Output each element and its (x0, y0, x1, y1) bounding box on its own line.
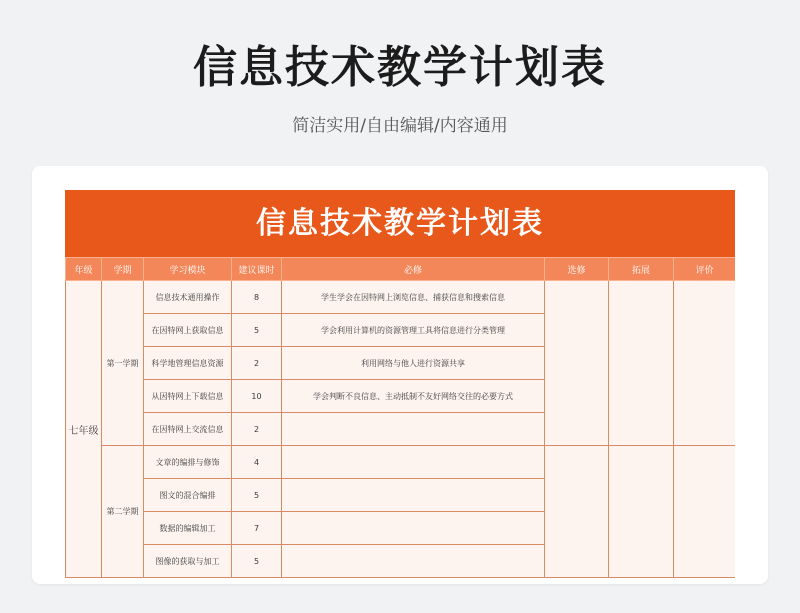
required-cell[interactable]: 学会利用计算机的资源管理工具将信息进行分类管理 (282, 314, 545, 347)
elective-cell[interactable] (545, 446, 609, 578)
sheet-banner-title: 信息技术教学计划表 (65, 190, 735, 257)
table-header-row (66, 258, 736, 281)
hours-cell[interactable]: 5 (232, 479, 282, 512)
hours-cell[interactable]: 10 (232, 380, 282, 413)
evaluation-cell[interactable] (674, 446, 736, 578)
evaluation-cell[interactable] (674, 281, 736, 446)
term-cell[interactable]: 第二学期 (102, 446, 144, 578)
module-cell[interactable]: 文章的编排与修饰 (144, 446, 232, 479)
header-term: 学期 (102, 258, 144, 281)
header-module: 学习模块 (144, 258, 232, 281)
plan-table (65, 257, 735, 578)
module-cell[interactable]: 科学地管理信息资源 (144, 347, 232, 380)
hours-cell[interactable]: 2 (232, 413, 282, 446)
module-cell[interactable]: 在因特网上获取信息 (144, 314, 232, 347)
module-cell[interactable]: 图文的混合编排 (144, 479, 232, 512)
header-evaluation: 评价 (674, 258, 736, 281)
elective-cell[interactable] (545, 281, 609, 446)
page-subtitle: 简洁实用/自由编辑/内容通用 (292, 116, 508, 136)
header-hours: 建议课时 (232, 258, 282, 281)
table-row (66, 446, 736, 479)
spreadsheet-card (32, 166, 768, 584)
module-cell[interactable]: 图像的获取与加工 (144, 545, 232, 578)
header-required: 必修 (282, 258, 545, 281)
module-cell[interactable]: 信息技术通用操作 (144, 281, 232, 314)
required-cell[interactable]: 学生学会在因特网上浏览信息、捕获信息和搜索信息 (282, 281, 545, 314)
module-cell[interactable]: 从因特网上下载信息 (144, 380, 232, 413)
header-grade: 年级 (66, 258, 102, 281)
hours-cell[interactable]: 5 (232, 314, 282, 347)
required-cell[interactable]: 利用网络与他人进行资源共享 (282, 347, 545, 380)
extension-cell[interactable] (609, 446, 674, 578)
required-cell[interactable] (282, 512, 545, 545)
required-cell[interactable] (282, 446, 545, 479)
grade-cell[interactable]: 七年级 (66, 281, 102, 578)
header-extension: 拓展 (609, 258, 674, 281)
plan-sheet (65, 190, 735, 578)
required-cell[interactable] (282, 545, 545, 578)
hours-cell[interactable]: 5 (232, 545, 282, 578)
required-cell[interactable] (282, 413, 545, 446)
module-cell[interactable]: 在因特网上交流信息 (144, 413, 232, 446)
extension-cell[interactable] (609, 281, 674, 446)
table-row (66, 281, 736, 314)
required-cell[interactable]: 学会判断不良信息、主动抵制不友好网络交往的必要方式 (282, 380, 545, 413)
hours-cell[interactable]: 8 (232, 281, 282, 314)
hours-cell[interactable]: 2 (232, 347, 282, 380)
hours-cell[interactable]: 4 (232, 446, 282, 479)
module-cell[interactable]: 数据的编辑加工 (144, 512, 232, 545)
hours-cell[interactable]: 7 (232, 512, 282, 545)
required-cell[interactable] (282, 479, 545, 512)
header-elective: 选修 (545, 258, 609, 281)
term-cell[interactable]: 第一学期 (102, 281, 144, 446)
page-title: 信息技术教学计划表 (193, 42, 607, 93)
